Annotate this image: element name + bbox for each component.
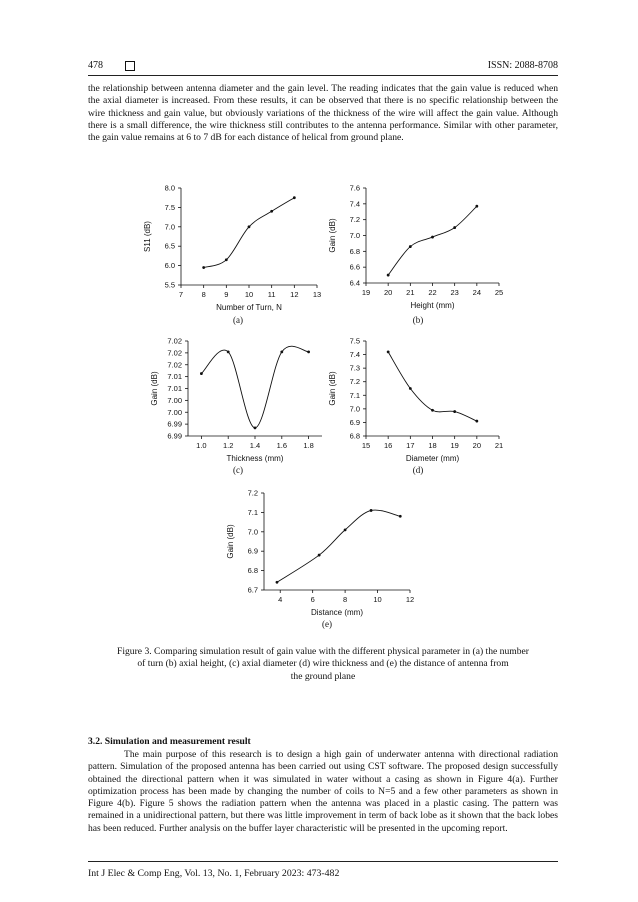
caption-line-2: of turn (b) axial height, (c) axial diameter (d) wire thickness and (e) the distance of antenna from — [137, 658, 509, 670]
chart-b-data-point — [387, 274, 390, 277]
chart-e-y-tick-label: 7.0 — [247, 527, 258, 537]
chart-d-y-tick-label: 7.3 — [349, 363, 360, 373]
chart-b-data-point — [431, 236, 434, 239]
chart-d-panel-label: (d) — [412, 465, 424, 475]
chart-c-y-tick-label: 6.99 — [167, 431, 182, 441]
chart-e-data-point — [276, 581, 279, 584]
chart-c-y-tick-label: 7.02 — [167, 336, 182, 346]
chart-b-x-tick-label: 24 — [472, 288, 482, 297]
chart-d-data-point — [475, 420, 478, 423]
chart-a-series-line — [204, 198, 295, 268]
chart-e-data-point — [318, 554, 321, 557]
chart-b-x-tick-label: 20 — [383, 288, 393, 297]
chart-b-panel-label: (b) — [412, 315, 424, 325]
chart-b-data-point — [475, 205, 478, 208]
chart-e-x-tick-label: 8 — [343, 595, 348, 604]
chart-b-data-point — [453, 226, 456, 229]
chart-a-y-tick-label: 7.5 — [164, 202, 175, 212]
chart-b-x-tick-label: 21 — [406, 288, 415, 297]
chart-b-y-tick-label: 6.8 — [349, 246, 360, 256]
chart-e-y-tick-label: 7.2 — [247, 488, 258, 498]
chart-d-y-tick-label: 7.2 — [349, 377, 360, 387]
intro-paragraph: the relationship between antenna diameter and the gain level. The reading indicates that the gain value is reduced when the axial diameter is increased. From these results, it can be observed that there is no specific relationship between the wire thickness and gain value, but obviously variations of the thickness of the wire will affect the gain value. Although there is a small difference, the wire thickness still contributes to the antenna performance. Similar with other parameter, the gain value remains at 6 to 7 dB for each distance of helical from ground plane. — [88, 83, 558, 144]
chart-a-y-tick-label: 6.5 — [164, 241, 175, 251]
chart-a-x-tick-label: 12 — [290, 290, 299, 299]
chart-b-x-label: Height (mm) — [410, 301, 455, 310]
chart-a-y-label: S11 (dB) — [143, 221, 152, 252]
chart-c-data-point — [307, 350, 310, 353]
chart-a-x-tick-label: 7 — [178, 290, 184, 299]
caption-line-1: Figure 3. Comparing simulation result of gain value with the different physical parameter in (a) the number — [117, 646, 529, 657]
chart-a-x-tick-label: 9 — [224, 290, 229, 299]
chart-d-x-label: Diameter (mm) — [405, 454, 460, 463]
chart-b-y-tick-label: 7.4 — [349, 199, 360, 209]
chart-c-x-tick-label: 1.4 — [249, 441, 261, 450]
chart-b-y-tick-label: 7.2 — [349, 215, 360, 225]
chart-a-x-tick-label: 13 — [312, 290, 322, 299]
figure-caption — [98, 646, 548, 683]
chart-b-x-tick-label: 25 — [494, 288, 504, 297]
chart-d-y-tick-label: 7.4 — [349, 350, 360, 360]
chart-a-x-tick-label: 11 — [267, 290, 276, 299]
chart-e-series-line — [277, 510, 400, 582]
footer-rule — [88, 861, 558, 862]
chart-a-x-label: Number of Turn, N — [216, 303, 282, 312]
page-number: 478 — [88, 60, 103, 71]
chart-e-data-point — [370, 509, 373, 512]
chart-e-y-tick-label: 7.1 — [247, 507, 258, 517]
chart-e-data-point — [399, 515, 402, 518]
chart-b-data-point — [409, 245, 412, 248]
chart-d-data-point — [387, 350, 390, 353]
chart-a-data-point — [293, 196, 296, 199]
chart-e-x-tick-label: 10 — [373, 595, 382, 604]
chart-d-y-tick-label: 6.9 — [349, 417, 360, 427]
chart-d-x-tick-label: 16 — [383, 441, 393, 450]
chart-c-data-point — [280, 350, 283, 353]
chart-c-x-tick-label: 1.8 — [303, 441, 314, 450]
chart-e-panel-label: (e) — [322, 619, 332, 629]
chart-b-y-tick-label: 6.6 — [349, 262, 360, 272]
chart-e-x-tick-label: 6 — [310, 595, 315, 604]
chart-c-y-tick-label: 7.01 — [167, 372, 182, 382]
chart-a-data-point — [225, 258, 228, 261]
chart-d-y-tick-label: 7.0 — [349, 404, 360, 414]
chart-c-y-label: Gain (dB) — [150, 371, 159, 406]
chart-e-y-tick-label: 6.8 — [247, 566, 258, 576]
chart-d-x-tick-label: 21 — [494, 441, 504, 450]
chart-a-y-tick-label: 5.5 — [164, 280, 175, 290]
chart-a-panel-label: (a) — [233, 315, 243, 325]
chart-a-data-point — [270, 210, 273, 213]
chart-d-y-label: Gain (dB) — [328, 371, 337, 406]
chart-d-data-point — [453, 410, 456, 413]
chart-a-data-point — [248, 225, 251, 228]
issn-label: ISSN: 2088-8708 — [487, 60, 558, 71]
chart-e-x-label: Distance (mm) — [310, 608, 364, 617]
chart-b-x-tick-label: 22 — [428, 288, 437, 297]
chart-d-x-tick-label: 18 — [428, 441, 437, 450]
chart-d-y-tick-label: 7.1 — [349, 390, 360, 400]
section-heading: 3.2. Simulation and measurement result — [88, 736, 251, 747]
chart-a-y-tick-label: 6.0 — [164, 261, 175, 271]
chart-c-x-tick-label: 1.0 — [196, 441, 207, 450]
chart-e-y-tick-label: 6.7 — [247, 585, 258, 595]
chart-c-series-line — [201, 346, 308, 428]
chart-b-y-tick-label: 7.6 — [349, 183, 360, 193]
chart-d-x-tick-label: 19 — [450, 441, 459, 450]
chart-a-x-tick-label: 8 — [201, 290, 206, 299]
chart-c-data-point — [254, 426, 257, 429]
chart-d-x-tick-label: 15 — [361, 441, 371, 450]
chart-b-series-line — [388, 206, 477, 275]
chart-c-y-tick-label: 7.01 — [167, 384, 182, 393]
section-paragraph: The main purpose of this research is to design a high gain of underwater antenna with directional radiation pattern. Simulation of the proposed antenna has been carried out using CST software. The proposed design successfully obtained the directional pattern when it was simulated in water without a casing as shown in Figure 4(a). Further optimization process has been made by changing the number of coils to N=5 and a few other parameters as shown in Figure 4(b). Figure 5 shows the radiation pattern when the antenna was placed in a plastic casing. The pattern was remained in a unidirectional pattern, but there was little improvement in term of back lobe as it shown that the back lobes has been reduced. Further analysis on the buffer layer characteristic will be presented in the upcoming report. — [88, 749, 558, 834]
chart-c-data-point — [227, 350, 230, 353]
chart-c-y-tick-label: 7.02 — [167, 360, 182, 370]
chart-e-y-label: Gain (dB) — [226, 524, 235, 559]
chart-b-x-tick-label: 23 — [450, 288, 459, 297]
chart-a-x-tick-label: 10 — [244, 290, 254, 299]
chart-a-y-tick-label: 8.0 — [164, 183, 175, 193]
chart-c-panel-label: (c) — [233, 465, 243, 475]
chart-d-x-tick-label: 20 — [472, 441, 482, 450]
chart-b-y-tick-label: 7.0 — [349, 231, 360, 240]
chart-a-data-point — [202, 266, 205, 269]
chart-c-y-tick-label: 7.00 — [167, 407, 182, 417]
chart-d-y-tick-label: 6.8 — [349, 431, 360, 441]
chart-c-data-point — [200, 372, 203, 375]
chart-e-y-tick-label: 6.9 — [247, 546, 258, 556]
chart-e-data-point — [344, 528, 347, 531]
chart-c-y-tick-label: 7.02 — [167, 348, 182, 358]
chart-c-y-tick-label: 6.99 — [167, 419, 182, 429]
chart-c-x-label: Thickness (mm) — [226, 454, 284, 463]
chart-b-y-label: Gain (dB) — [328, 218, 337, 253]
chart-c-y-tick-label: 7.00 — [167, 395, 182, 405]
caption-line-3: the ground plane — [290, 670, 356, 682]
chart-e-x-tick-label: 4 — [278, 595, 283, 604]
chart-d-data-point — [409, 387, 412, 390]
chart-d-x-tick-label: 17 — [406, 441, 415, 450]
chart-c-x-tick-label: 1.6 — [276, 441, 288, 450]
chart-e-x-tick-label: 12 — [405, 595, 415, 604]
chart-a-y-tick-label: 7.0 — [164, 222, 175, 232]
chart-b-x-tick-label: 19 — [361, 288, 371, 297]
chart-c-x-tick-label: 1.2 — [222, 441, 234, 450]
journal-footer: Int J Elec & Comp Eng, Vol. 13, No. 1, February 2023: 473-482 — [88, 868, 340, 879]
chart-b-y-tick-label: 6.4 — [349, 278, 360, 288]
chart-d-y-tick-label: 7.5 — [349, 336, 360, 346]
chart-d-data-point — [431, 409, 434, 412]
